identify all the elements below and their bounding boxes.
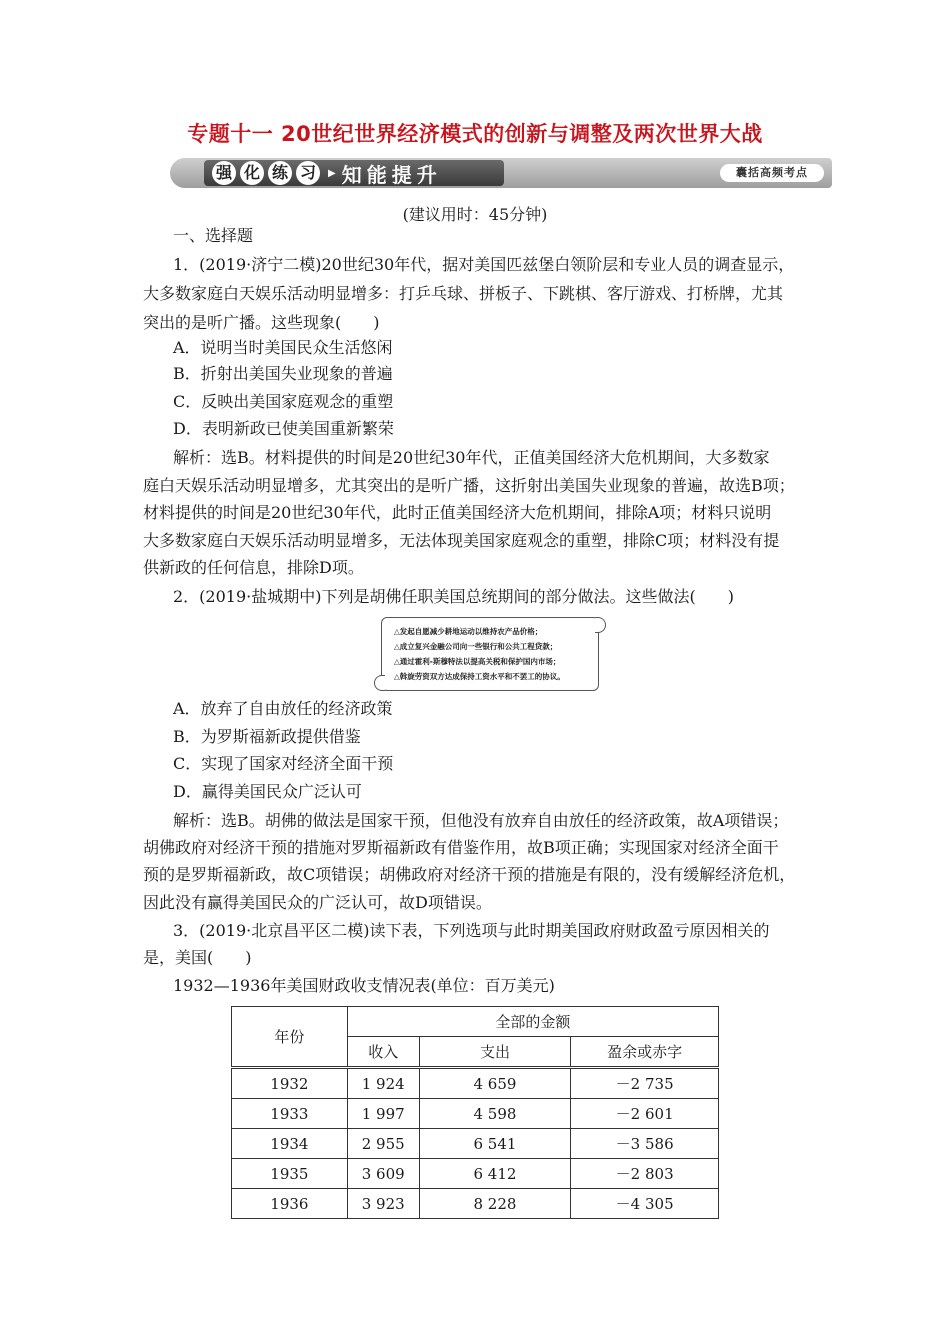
table-row: [232, 1068, 719, 1099]
table-cell: －4 305: [571, 1189, 719, 1219]
q2-analysis-line: 预的是罗斯福新政，故C项错误；胡佛政府对经济干预的措施是有限的，没有缓解经济危机，: [143, 865, 796, 884]
scroll-item: △斡旋劳资双方达成保持工资水平和不罢工的协议。: [394, 672, 565, 681]
table-cell: 3 923: [347, 1189, 419, 1219]
banner-char: 化: [240, 161, 264, 185]
table-header-row: [232, 1007, 719, 1037]
q1-analysis-line: 材料提供的时间是20世纪30年代，此时正值美国经济大危机期间，排除A项；材料只说明: [143, 503, 772, 522]
q3-stem-line: 是，美国( ): [143, 948, 252, 967]
q2-analysis-line: 因此没有赢得美国民众的广泛认可，故D项错误。: [143, 893, 492, 912]
q1-option-a: A．说明当时美国民众生活悠闲: [173, 338, 393, 357]
table-cell: 6 541: [419, 1129, 571, 1159]
q1-analysis-line: 供新政的任何信息，排除D项。: [143, 558, 364, 577]
table-cell: －3 586: [571, 1129, 719, 1159]
banner-subtitle: 知能提升: [341, 162, 442, 187]
banner-left: [204, 160, 504, 186]
q2-option-c: C．实现了国家对经济全面干预: [173, 754, 394, 773]
table-row: [232, 1159, 719, 1189]
table-cell: 1 924: [347, 1068, 419, 1099]
table-cell: 3 609: [347, 1159, 419, 1189]
scroll-item: △通过霍利-斯穆特法以提高关税和保护国内市场；: [394, 657, 561, 666]
section-heading: 一、选择题: [173, 226, 254, 245]
table-cell: 8 228: [419, 1189, 571, 1219]
q1-option-d: D．表明新政已使美国重新繁荣: [173, 419, 394, 438]
header-group: 全部的金额: [347, 1007, 718, 1037]
q1-option-b: B．折射出美国失业现象的普遍: [173, 364, 393, 383]
section-banner: [170, 158, 832, 188]
table-row: [232, 1129, 719, 1159]
q2-option-a: A．放弃了自由放任的经济政策: [173, 699, 393, 718]
page-title: 专题十一 20世纪世界经济模式的创新与调整及两次世界大战: [187, 122, 763, 146]
table-cell: 1935: [232, 1159, 348, 1189]
q1-analysis-line: 大多数家庭白天娱乐活动明显增多，无法体现美国家庭观念的重塑，排除C项；材料没有提: [143, 531, 780, 550]
table-row: [232, 1189, 719, 1219]
table-cell: 1934: [232, 1129, 348, 1159]
table-cell: －2 803: [571, 1159, 719, 1189]
table-cell: 6 412: [419, 1159, 571, 1189]
q1-option-c: C．反映出美国家庭观念的重塑: [173, 392, 394, 411]
suggested-time: (建议用时：45分钟): [402, 205, 548, 224]
finance-table: [231, 1006, 719, 1219]
q1-stem-line: 突出的是听广播。这些现象( ): [143, 313, 380, 332]
header-income: 收入: [347, 1037, 419, 1068]
q3-stem-line: 3．(2019·北京昌平区二模)读下表，下列选项与此时期美国政府财政盈亏原因相关的: [173, 921, 770, 940]
table-cell: 4 659: [419, 1068, 571, 1099]
q2-option-d: D．赢得美国民众广泛认可: [173, 782, 362, 801]
header-expense: 支出: [419, 1037, 571, 1068]
triangle-right-icon: ▶: [328, 167, 336, 179]
q2-stem-line: 2．(2019·盐城期中)下列是胡佛任职美国总统期间的部分做法。这些做法( ): [173, 587, 734, 606]
table-row: [232, 1099, 719, 1129]
table-cell: 1932: [232, 1068, 348, 1099]
q2-analysis-line: 解析：选B。胡佛的做法是国家干预，但他没有放弃自由放任的经济政策，故A项错误；: [173, 811, 789, 830]
scroll-item: △成立复兴金融公司向一些银行和公共工程贷款；: [394, 642, 558, 651]
scroll-item: △发起自愿减少耕地运动以维持农产品价格；: [394, 627, 543, 636]
banner-char: 强: [212, 161, 236, 185]
q1-analysis-line: 庭白天娱乐活动明显增多，尤其突出的是听广播，这折射出美国失业现象的普遍，故选B项；: [143, 476, 795, 495]
banner-char: 练: [268, 161, 292, 185]
table-caption: 1932—1936年美国财政收支情况表(单位：百万美元): [173, 976, 555, 995]
table-cell: －2 735: [571, 1068, 719, 1099]
header-balance: 盈余或赤字: [571, 1037, 719, 1068]
q1-stem-line: 1．(2019·济宁二模)20世纪30年代，据对美国匹兹堡白领阶层和专业人员的调查显示，: [173, 255, 795, 274]
header-year: 年份: [232, 1007, 348, 1068]
table-cell: 1936: [232, 1189, 348, 1219]
q1-stem-line: 大多数家庭白天娱乐活动明显增多：打乒乓球、拼板子、下跳棋、客厅游戏、打桥牌，尤其: [143, 284, 784, 303]
table-cell: 1 997: [347, 1099, 419, 1129]
q1-analysis-line: 解析：选B。材料提供的时间是20世纪30年代，正值美国经济大危机期间，大多数家: [173, 448, 770, 467]
scroll-figure: [381, 617, 599, 691]
q2-analysis-line: 胡佛政府对经济干预的措施对罗斯福新政有借鉴作用，故B项正确；实现国家对经济全面干: [143, 838, 779, 857]
banner-char: 习: [296, 161, 320, 185]
table-cell: －2 601: [571, 1099, 719, 1129]
table-cell: 4 598: [419, 1099, 571, 1129]
table-cell: 2 955: [347, 1129, 419, 1159]
table-cell: 1933: [232, 1099, 348, 1129]
q2-option-b: B．为罗斯福新政提供借鉴: [173, 727, 361, 746]
banner-tag: 囊括高频考点: [720, 164, 824, 182]
